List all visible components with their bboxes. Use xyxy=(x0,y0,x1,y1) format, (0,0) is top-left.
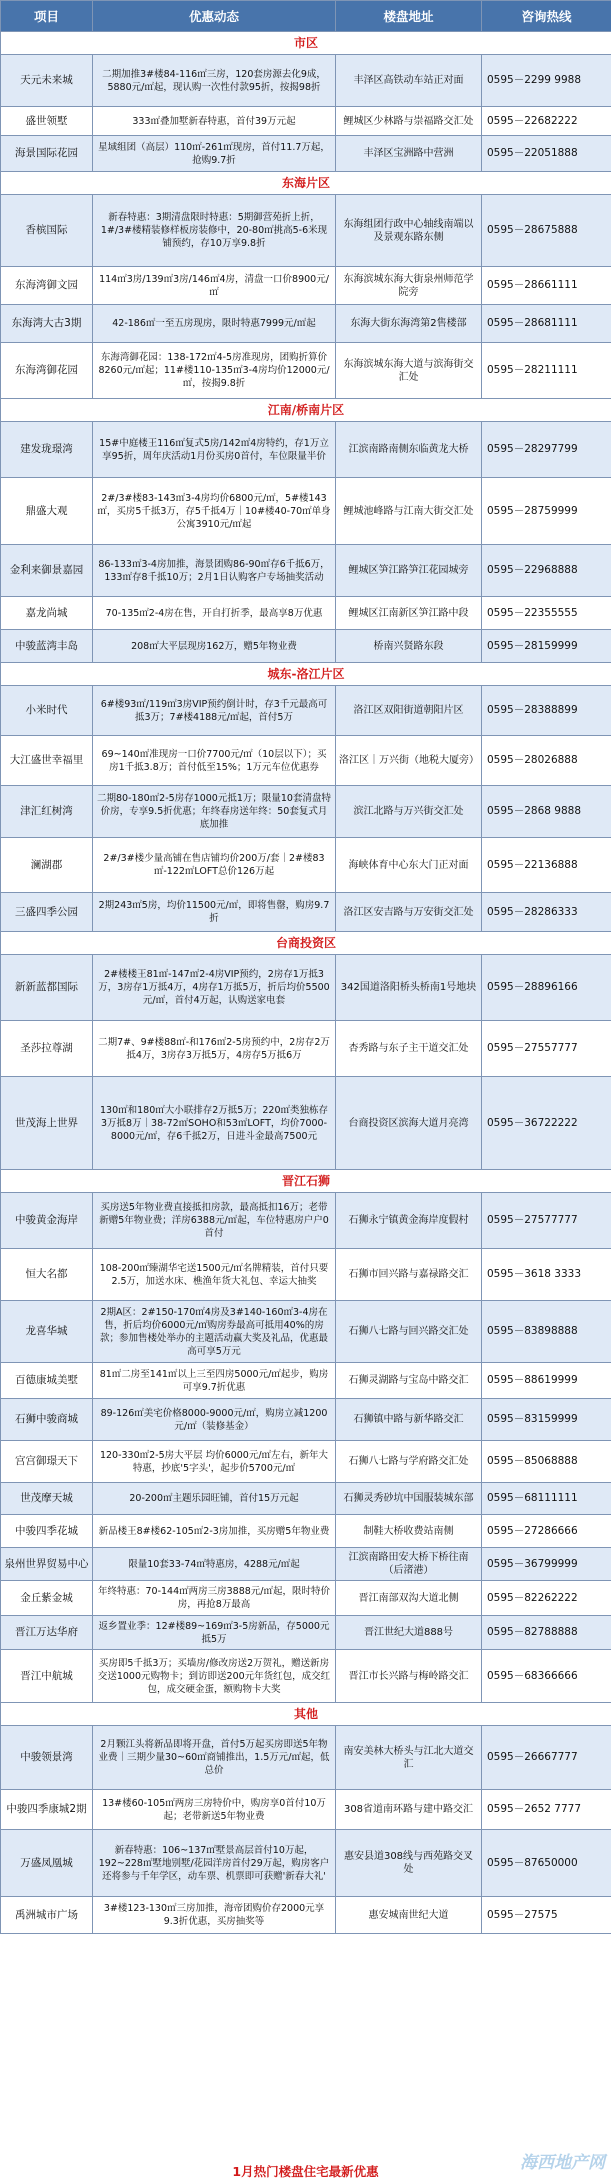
table-row xyxy=(1,1726,611,1790)
offer-text: 二期80-180㎡2-5房存1000元抵1万；限量10套清盘特价房，专享9.5折优惠；年终春房送年终：50套复式月底加推 xyxy=(93,786,336,838)
project-name: 香槟国际 xyxy=(1,195,93,267)
project-name: 百德康城美墅 xyxy=(1,1363,93,1399)
offer-text: 6#楼93㎡/119㎡3房VIP预约倒计时，存3千元最高可抵3万；7#楼4188元/㎡起，首付5万 xyxy=(93,686,336,736)
offer-text: 333㎡叠加墅新春特惠，首付39万元起 xyxy=(93,107,336,136)
table-row xyxy=(1,1548,611,1581)
offer-text: 3#楼123-130㎡三房加推，海帝团购价存2000元享9.3折优惠，买房抽奖等 xyxy=(93,1897,336,1934)
project-name: 世茂摩天城 xyxy=(1,1483,93,1515)
table-row xyxy=(1,195,611,267)
project-name: 泉州世界贸易中心 xyxy=(1,1548,93,1581)
offer-text: 89-126㎡美宅价格8000-9000元/㎡，购房立减1200元/㎡（装修基金） xyxy=(93,1399,336,1441)
offer-text: 2#楼楼王81㎡-147㎡2-4房VIP预约，2房存1万抵3万，3房存1万抵4万，4房存1万抵5万，折后均价5500元/㎡，首付4万起，认购送家电套 xyxy=(93,955,336,1021)
section-header xyxy=(1,32,611,55)
offer-text: 二期加推3#楼84-116㎡三房，120套房源去化9成，5880元/㎡起，现认购一次性付款95折，按揭98折 xyxy=(93,55,336,107)
project-name: 三盛四季公园 xyxy=(1,893,93,932)
section-header xyxy=(1,932,611,955)
header-hotline: 咨询热线 xyxy=(482,1,611,32)
offer-text: 新品楼王8#楼62-105㎡2-3房加推，买房赠5年物业费 xyxy=(93,1515,336,1548)
hotline-text: 0595－28388899 xyxy=(482,686,611,736)
address-text: 丰泽区高铁动车站正对面 xyxy=(336,55,482,107)
hotline-text: 0595－88619999 xyxy=(482,1363,611,1399)
project-name: 东海湾御文园 xyxy=(1,267,93,305)
address-text: 鲤城区江南新区笋江路中段 xyxy=(336,597,482,630)
hotline-text: 0595－22136888 xyxy=(482,838,611,893)
project-name: 建发珑璟湾 xyxy=(1,422,93,478)
hotline-text: 0595－2299 9988 xyxy=(482,55,611,107)
hotline-text: 0595－2868 9888 xyxy=(482,786,611,838)
offer-text: 15#中庭楼王116㎡复式5房/142㎡4房特约，存1万立享95折，周年庆活动1月份买房0首付，车位限量半价 xyxy=(93,422,336,478)
section-title: 晋江石狮 xyxy=(1,1170,611,1193)
hotline-text: 0595－27575 xyxy=(482,1897,611,1934)
hotline-text: 0595－85068888 xyxy=(482,1441,611,1483)
table-row xyxy=(1,107,611,136)
table-row xyxy=(1,630,611,663)
address-text: 石狮灵湖路与宝岛中路交汇 xyxy=(336,1363,482,1399)
address-text: 江滨南路南侧东临黄龙大桥 xyxy=(336,422,482,478)
offer-text: 208㎡大平层现房162万，赠5年物业费 xyxy=(93,630,336,663)
project-name: 盛世领墅 xyxy=(1,107,93,136)
project-name: 嘉龙尚城 xyxy=(1,597,93,630)
offer-text: 2月颗江头将新品即将开盘，首付5万起买房即送5年物业费｜三期少量30~60㎡商铺推出，1.5万元/㎡起，低总价 xyxy=(93,1726,336,1790)
section-header xyxy=(1,172,611,195)
project-name: 圣莎拉尊湖 xyxy=(1,1021,93,1077)
hotline-text: 0595－36799999 xyxy=(482,1548,611,1581)
table-row xyxy=(1,1483,611,1515)
offer-text: 二期7#、9#楼88㎡-和176㎡2-5房预约中，2房存2万抵4万，3房存3万抵5万，4房存5万抵6万 xyxy=(93,1021,336,1077)
header-offer: 优惠动态 xyxy=(93,1,336,32)
address-text: 石狮永宁镇黄金海岸度假村 xyxy=(336,1193,482,1249)
offer-text: 42-186㎡一至五房现房，限时特惠7999元/㎡起 xyxy=(93,305,336,343)
table-row xyxy=(1,136,611,172)
header-row xyxy=(1,1,611,32)
hotline-text: 0595－68366666 xyxy=(482,1650,611,1703)
address-text: 石狮镇中路与新华路交汇 xyxy=(336,1399,482,1441)
table-row xyxy=(1,1249,611,1301)
project-name: 晋江万达华府 xyxy=(1,1616,93,1650)
address-text: 石狮灵秀砂坑中国服装城东部 xyxy=(336,1483,482,1515)
offer-text: 114㎡3房/139㎡3房/146㎡4房，清盘一口价8900元/㎡ xyxy=(93,267,336,305)
hotline-text: 0595－27286666 xyxy=(482,1515,611,1548)
project-name: 中骏黄金海岸 xyxy=(1,1193,93,1249)
offer-text: 2期A区：2#150-170㎡4房及3#140-160㎡3-4房在售，折后均价6000元/㎡购房券最高可抵用40%的房款；参加售楼处举办的主题活动赢大奖及礼品，优惠最高可享5万元 xyxy=(93,1301,336,1363)
table-row xyxy=(1,1790,611,1830)
table-row xyxy=(1,838,611,893)
offer-text: 69~140㎡准现房一口价7700元/㎡（10层以下）；买房1千抵3.8万；首付低至15%；1万元车位优惠券 xyxy=(93,736,336,786)
address-text: 南安美林大桥头与江北大道交汇 xyxy=(336,1726,482,1790)
table-row xyxy=(1,736,611,786)
offer-text: 81㎡二房至141㎡以上三至四房5000元/㎡起步，购房可享9.7折优惠 xyxy=(93,1363,336,1399)
address-text: 滨江北路与万兴街交汇处 xyxy=(336,786,482,838)
address-text: 桥南兴贤路东段 xyxy=(336,630,482,663)
section-title: 东海片区 xyxy=(1,172,611,195)
table-row xyxy=(1,686,611,736)
project-name: 中骏四季康城2期 xyxy=(1,1790,93,1830)
hotline-text: 0595－28759999 xyxy=(482,478,611,545)
address-text: 东海滨城东海大街泉州师范学院旁 xyxy=(336,267,482,305)
address-text: 台商投资区滨海大道月亮湾 xyxy=(336,1077,482,1170)
project-name: 小米时代 xyxy=(1,686,93,736)
table-row xyxy=(1,1650,611,1703)
project-name: 晋江中航城 xyxy=(1,1650,93,1703)
hotline-text: 0595－22968888 xyxy=(482,545,611,597)
address-text: 石狮八七路与学府路交汇处 xyxy=(336,1441,482,1483)
hotline-text: 0595－87650000 xyxy=(482,1830,611,1897)
address-text: 洛江区安吉路与万安街交汇处 xyxy=(336,893,482,932)
hotline-text: 0595－82262222 xyxy=(482,1581,611,1616)
project-name: 万盛凤凰城 xyxy=(1,1830,93,1897)
section-title: 其他 xyxy=(1,1703,611,1726)
project-name: 中骏蓝湾丰岛 xyxy=(1,630,93,663)
address-text: 江滨南路田安大桥下桥往南（后渚港） xyxy=(336,1548,482,1581)
project-name: 金丘紫金城 xyxy=(1,1581,93,1616)
table-row xyxy=(1,1021,611,1077)
section-header xyxy=(1,399,611,422)
offer-text: 70-135㎡2-4房在售，开自打折季，最高享8万优惠 xyxy=(93,597,336,630)
table-row xyxy=(1,1515,611,1548)
address-text: 洛江区双阳街道朝阳片区 xyxy=(336,686,482,736)
hotline-text: 0595－82788888 xyxy=(482,1616,611,1650)
project-name: 禹洲城市广场 xyxy=(1,1897,93,1934)
address-text: 晋江市长兴路与梅岭路交汇 xyxy=(336,1650,482,1703)
table-row xyxy=(1,1193,611,1249)
hotline-text: 0595－28675888 xyxy=(482,195,611,267)
address-text: 308省道南环路与建中路交汇 xyxy=(336,1790,482,1830)
hotline-text: 0595－22682222 xyxy=(482,107,611,136)
project-name: 大江盛世幸福里 xyxy=(1,736,93,786)
address-text: 丰泽区宝洲路中营洲 xyxy=(336,136,482,172)
address-text: 鲤城区少林路与崇福路交汇处 xyxy=(336,107,482,136)
table-row xyxy=(1,1077,611,1170)
project-name: 中骏领景湾 xyxy=(1,1726,93,1790)
project-name: 东海湾大古3期 xyxy=(1,305,93,343)
section-title: 台商投资区 xyxy=(1,932,611,955)
section-header xyxy=(1,1703,611,1726)
offer-text: 13#楼60-105㎡两房三房特价中，购房享0首付10万起；老带新送5年物业费 xyxy=(93,1790,336,1830)
address-text: 鲤城区笋江路笋江花园城旁 xyxy=(336,545,482,597)
hotline-text: 0595－26667777 xyxy=(482,1726,611,1790)
address-text: 杏秀路与东子主干道交汇处 xyxy=(336,1021,482,1077)
hotline-text: 0595－28661111 xyxy=(482,267,611,305)
table-row xyxy=(1,1301,611,1363)
hotline-text: 0595－28297799 xyxy=(482,422,611,478)
hotline-text: 0595－28896166 xyxy=(482,955,611,1021)
table-row xyxy=(1,1897,611,1934)
project-name: 金利来御景嘉园 xyxy=(1,545,93,597)
table-row xyxy=(1,1616,611,1650)
address-text: 东海滨城东海大道与滨海街交汇处 xyxy=(336,343,482,399)
offer-text: 108-200㎡臻湖华宅送1500元/㎡名牌精装，首付只要2.5万，加送水床、樵渔年货大礼包、幸运大抽奖 xyxy=(93,1249,336,1301)
header-address: 楼盘地址 xyxy=(336,1,482,32)
table-row xyxy=(1,1399,611,1441)
bottom-banner: 1月热门楼盘住宅最新优惠 xyxy=(0,2162,611,2181)
table-body xyxy=(1,32,611,1934)
section-title: 市区 xyxy=(1,32,611,55)
project-name: 龙喜华城 xyxy=(1,1301,93,1363)
offer-text: 86-133㎡3-4房加推，海景团购86-90㎡存6千抵6万，133㎡存8千抵10万；2月1日认购客户专场抽奖活动 xyxy=(93,545,336,597)
offer-text: 东海湾御花园：138-172㎡4-5房准现房，团购折算价8260元/㎡起；11#楼110-135㎡3-4房均价12000元/㎡，按揭9.8折 xyxy=(93,343,336,399)
hotline-text: 0595－28681111 xyxy=(482,305,611,343)
address-text: 晋江南部双沟大道北侧 xyxy=(336,1581,482,1616)
offer-text: 限量10套33-74㎡特惠房，4288元/㎡起 xyxy=(93,1548,336,1581)
table-row xyxy=(1,1581,611,1616)
table-row xyxy=(1,545,611,597)
project-name: 世茂海上世界 xyxy=(1,1077,93,1170)
offer-text: 新春特惠：3期清盘限时特惠：5期御营苑折上折，1#/3#楼精装修样板房装修中，20-80㎡挑高5-6米现铺预约，存10万享9.8折 xyxy=(93,195,336,267)
hotline-text: 0595－27557777 xyxy=(482,1021,611,1077)
hotline-text: 0595－28026888 xyxy=(482,736,611,786)
address-text: 海峡体育中心东大门正对面 xyxy=(336,838,482,893)
table-row xyxy=(1,955,611,1021)
hotline-text: 0595－68111111 xyxy=(482,1483,611,1515)
offer-text: 新春特惠：106~137㎡墅景高层首付10万起，192~228㎡墅地别墅/花园洋房首付29万起，购房客户还将参与千年学区，动车票、机票即可获赠'新春大礼' xyxy=(93,1830,336,1897)
table-row xyxy=(1,786,611,838)
project-name: 恒大名都 xyxy=(1,1249,93,1301)
section-title: 江南/桥南片区 xyxy=(1,399,611,422)
project-name: 澜湖郡 xyxy=(1,838,93,893)
hotline-text: 0595－22051888 xyxy=(482,136,611,172)
offer-text: 2#/3#楼83-143㎡3-4房均价6800元/㎡，5#楼143㎡，买房5千抵3万，存5千抵4万｜10#楼40-70㎡单身公寓3910元/㎡起 xyxy=(93,478,336,545)
address-text: 石狮八七路与回兴路交汇处 xyxy=(336,1301,482,1363)
hotline-text: 0595－36722222 xyxy=(482,1077,611,1170)
table-row xyxy=(1,305,611,343)
table-row xyxy=(1,597,611,630)
offer-text: 年终特惠：70-144㎡两房三房3888元/㎡起，限时特价房，再抢8万最高 xyxy=(93,1581,336,1616)
address-text: 342国道洛阳桥头桥南1号地块 xyxy=(336,955,482,1021)
hotline-text: 0595－28159999 xyxy=(482,630,611,663)
table-row xyxy=(1,1363,611,1399)
project-name: 宫宫御璟天下 xyxy=(1,1441,93,1483)
watermark: 海西地产网 xyxy=(520,2153,605,2173)
offer-text: 买房即5千抵3万；买墙房/修改房送2万贺礼，赠送新房交送1000元购物卡；到访即送200元年货红包，成交红包，成交硬金蛋，额购物卡大奖 xyxy=(93,1650,336,1703)
section-header xyxy=(1,1170,611,1193)
offer-text: 2#/3#楼少量高铺在售店铺均价200万/套｜2#楼83㎡-122㎡LOFT总价126万起 xyxy=(93,838,336,893)
offer-text: 2期243㎡5房，均价11500元/㎡，即将售罄，购房9.7折 xyxy=(93,893,336,932)
section-header xyxy=(1,663,611,686)
table-row xyxy=(1,343,611,399)
project-name: 东海湾御花园 xyxy=(1,343,93,399)
table-row xyxy=(1,1441,611,1483)
section-title: 城东-洛江片区 xyxy=(1,663,611,686)
project-name: 鼎盛大观 xyxy=(1,478,93,545)
table-row xyxy=(1,55,611,107)
project-name: 天元未来城 xyxy=(1,55,93,107)
address-text: 东海组团行政中心轴线南端以及景观东路东侧 xyxy=(336,195,482,267)
header-project: 项目 xyxy=(1,1,93,32)
table-row xyxy=(1,893,611,932)
address-text: 洛江区｜万兴街（地税大厦旁） xyxy=(336,736,482,786)
address-text: 晋江世纪大道888号 xyxy=(336,1616,482,1650)
hotline-text: 0595－22355555 xyxy=(482,597,611,630)
project-name: 石狮中骏商城 xyxy=(1,1399,93,1441)
table-row xyxy=(1,422,611,478)
project-name: 海景国际花园 xyxy=(1,136,93,172)
hotline-text: 0595－83898888 xyxy=(482,1301,611,1363)
address-text: 惠安县道308线与西苑路交叉处 xyxy=(336,1830,482,1897)
hotline-text: 0595－3618 3333 xyxy=(482,1249,611,1301)
project-name: 新新蓝都国际 xyxy=(1,955,93,1021)
address-text: 石狮市回兴路与嘉禄路交汇 xyxy=(336,1249,482,1301)
hotline-text: 0595－83159999 xyxy=(482,1399,611,1441)
table-row xyxy=(1,1830,611,1897)
offer-text: 120-330㎡2-5房大平层 均价6000元/㎡左右，新年大特惠，抄底'5字头'，起步价5700元/㎡ xyxy=(93,1441,336,1483)
project-name: 津汇红树湾 xyxy=(1,786,93,838)
address-text: 鲤城池峰路与江南大街交汇处 xyxy=(336,478,482,545)
table-row xyxy=(1,267,611,305)
offer-text: 买房送5年物业费直接抵扣房款，最高抵扣16万；老带新赠5年物业费；洋房6388元/㎡起，车位特惠房户户0首付 xyxy=(93,1193,336,1249)
hotline-text: 0595－27577777 xyxy=(482,1193,611,1249)
table-row xyxy=(1,478,611,545)
project-name: 中骏四季花城 xyxy=(1,1515,93,1548)
offer-text: 130㎡和180㎡大小联排存2万抵5万；220㎡类独栋存3万抵8万｜38-72㎡SOHO和53㎡LOFT，均价7000-8000元/㎡，存6千抵2万，日进斗金最高7500元 xyxy=(93,1077,336,1170)
address-text: 惠安城南世纪大道 xyxy=(336,1897,482,1934)
address-text: 制鞋大桥收费站南侧 xyxy=(336,1515,482,1548)
offer-text: 返乡置业季：12#楼89~169㎡3-5房新品，存5000元抵5万 xyxy=(93,1616,336,1650)
offer-text: 20-200㎡主题乐园旺铺，首付15万元起 xyxy=(93,1483,336,1515)
hotline-text: 0595－2652 7777 xyxy=(482,1790,611,1830)
offer-text: 星域组团（高层）110㎡-261㎡现房，首付11.7万起，抢购9.7折 xyxy=(93,136,336,172)
hotline-text: 0595－28211111 xyxy=(482,343,611,399)
hotline-text: 0595－28286333 xyxy=(482,893,611,932)
address-text: 东海大街东海湾第2售楼部 xyxy=(336,305,482,343)
